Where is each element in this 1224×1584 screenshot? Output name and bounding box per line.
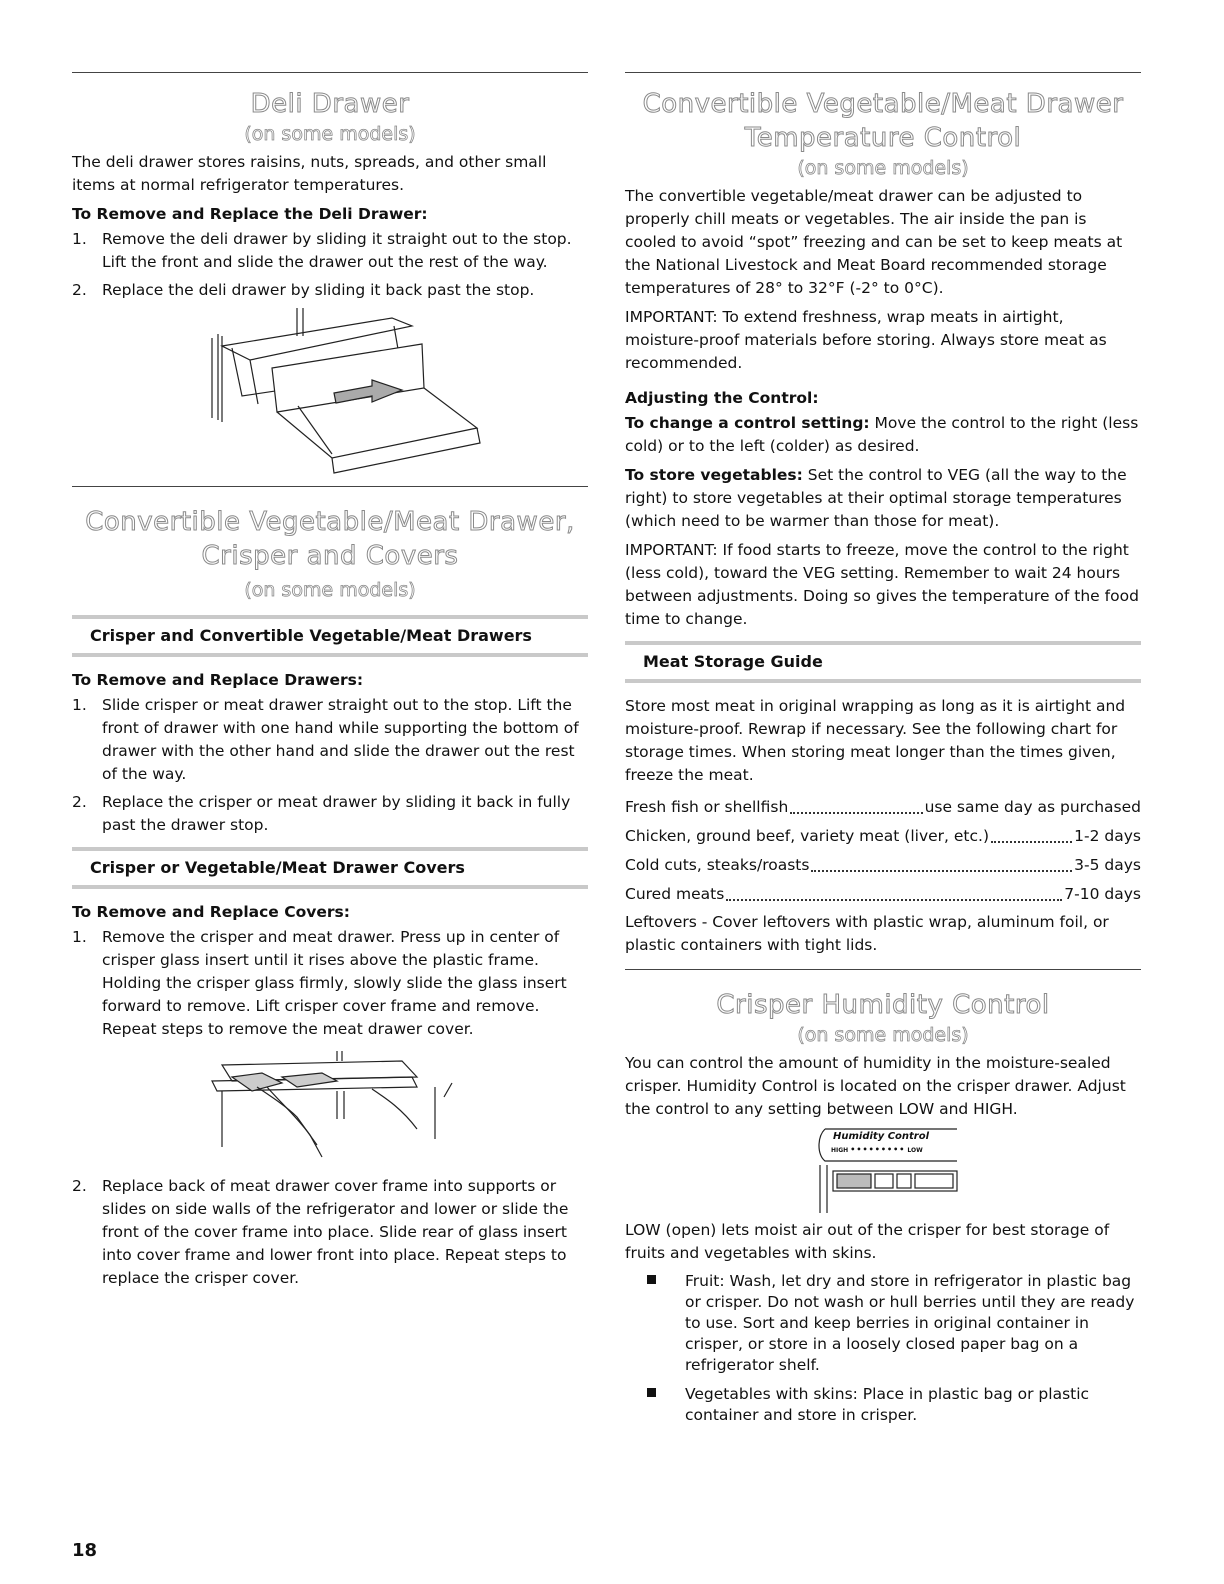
table-row: Cured meats 7-10 days [625,880,1141,909]
leftovers-text: Leftovers - Cover leftovers with plastic wrap, aluminum foil, or plastic containers with tight lids. [625,913,1109,954]
meat-guide-band: Meat Storage Guide [625,641,1141,683]
drawer-covers-band: Crisper or Vegetable/Meat Drawer Covers [72,847,588,889]
store-vegetables-text: To store vegetables: Set the control to VEG (all the way to the right) to store vegetables at their optimal storage temperatures (which need to be warmer than those for meat). [625,466,1127,530]
humidity-title: Crisper Humidity Control [716,990,1050,1020]
adjusting-heading: Adjusting the Control: [625,389,819,407]
remove-covers-steps [72,926,588,1041]
humidity-dots: ••••••••• [850,1145,906,1154]
remove-drawers-steps [72,694,588,837]
freeze-important-text: IMPORTANT: If food starts to freeze, move the control to the right (less cold), toward the VEG setting. Remember to wait 24 hours between adjustments. Doing so gives the temperature of the food time to change. [625,541,1139,628]
list-item: 1. Remove the crisper and meat drawer. Press up in center of crisper glass insert until it rises above the plastic frame. Holding the crisper glass firmly, slowly slide the glass insert forward to remove. Lift crisper cover frame and remove. Repeat steps to remove the meat drawer cover. [72,928,567,1038]
crisper-title-line1: Convertible Vegetable/Meat Drawer, [85,507,575,537]
deli-drawer-subtitle: (on some models) [244,123,416,145]
humidity-fig-label: Humidity Control [833,1131,930,1142]
cover-removal-illustration [72,1047,588,1169]
crisper-subtitle: (on some models) [244,579,416,601]
list-item: 2. Replace the deli drawer by sliding it back past the stop. [72,281,535,299]
deli-intro: The deli drawer stores raisins, nuts, spreads, and other small items at normal refrigerator temperatures. [72,153,547,194]
deli-heading: To Remove and Replace the Deli Drawer: [72,205,428,223]
remove-drawers-heading: To Remove and Replace Drawers: [72,671,364,689]
humidity-subtitle: (on some models) [797,1024,969,1046]
remove-covers-heading: To Remove and Replace Covers: [72,903,350,921]
humidity-intro: You can control the amount of humidity in the moisture-sealed crisper. Humidity Control is located on the crisper drawer. Adjust the control to any setting between LOW and HIGH. [625,1054,1126,1118]
list-item: 2. Replace the crisper or meat drawer by sliding it back in fully past the drawer stop. [72,793,571,834]
humidity-bullets [625,1271,1141,1426]
crisper-title-line2: Crisper and Covers [201,541,459,571]
list-item: Vegetables with skins: Place in plastic bag or plastic container and store in crisper. [685,1384,1141,1426]
table-row: Fresh fish or shellfish use same day as purchased [625,793,1141,822]
low-setting-text: LOW (open) lets moist air out of the crisper for best storage of fruits and vegetables with skins. [625,1221,1110,1262]
temp-intro: The convertible vegetable/meat drawer can be adjusted to properly chill meats or vegetables. The air inside the pan is cooled to avoid “spot” freezing and can be set to keep meats at the National Livestock and Meat Board recommended storage temperatures of 28° to 32°F (-2° to 0°C). [625,187,1123,297]
humidity-control-figure [625,1127,1141,1213]
right-column [625,72,1141,1434]
humidity-high-label: HIGH [831,1147,849,1154]
temp-control-title-line1: Convertible Vegetable/Meat Drawer [642,89,1124,119]
replace-covers-steps [72,1175,588,1290]
table-row: Chicken, ground beef, variety meat (liver, etc.) 1-2 days [625,822,1141,851]
deli-drawer-title: Deli Drawer [250,89,410,119]
deli-drawer-illustration [72,308,588,476]
list-item: 1. Slide crisper or meat drawer straight out to the stop. Lift the front of drawer with one hand while supporting the bottom of drawer with the other hand and slide the drawer out the rest of the way. [72,696,579,783]
page-number: 18 [72,1540,98,1561]
temp-important: IMPORTANT: To extend freshness, wrap meats in airtight, moisture-proof materials before storing. Always store meat as recommended. [625,308,1107,372]
list-item: 2. Replace back of meat drawer cover frame into supports or slides on side walls of the refrigerator and lower or slide the front of the cover frame into place. Slide rear of glass insert into cover frame and lower front into place. Repeat steps to replace the crisper cover. [72,1177,569,1287]
temp-control-subtitle: (on some models) [797,157,969,179]
meat-guide-table [625,793,1141,909]
deli-steps [72,228,588,302]
table-row: Cold cuts, steaks/roasts 3-5 days [625,851,1141,880]
humidity-low-label: LOW [907,1147,923,1154]
list-item: 1. Remove the deli drawer by sliding it straight out to the stop. Lift the front and slide the drawer out the rest of the way. [72,230,572,271]
humidity-scale [831,1145,923,1154]
list-item: Fruit: Wash, let dry and store in refrigerator in plastic bag or crisper. Do not wash or hull berries until they are ready to use. Sort and keep berries in original container in crisper, or store in a loosely closed paper bag on a refrigerator shelf. [685,1271,1141,1376]
meat-guide-intro: Store most meat in original wrapping as long as it is airtight and moisture-proof. Rewrap if necessary. See the following chart for storage times. When storing meat longer than the times given, freeze the meat. [625,697,1126,784]
temp-control-title-line2: Temperature Control [744,123,1022,153]
change-setting-text: To change a control setting: Move the control to the right (less cold) or to the left (colder) as desired. [625,414,1139,455]
crisper-drawers-band: Crisper and Convertible Vegetable/Meat Drawers [72,615,588,657]
left-column [72,72,588,1296]
